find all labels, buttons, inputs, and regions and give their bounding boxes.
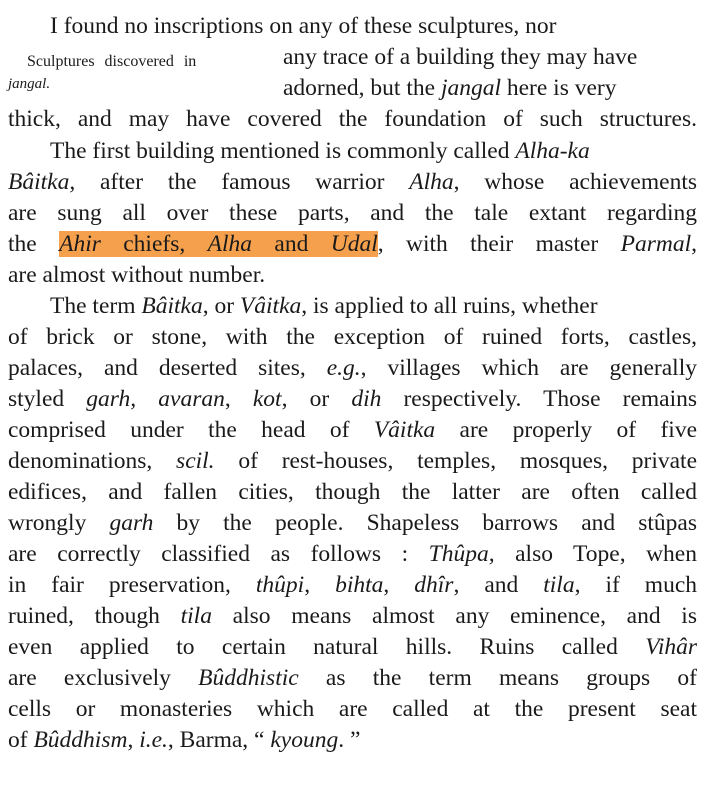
text-segment: , villages which are generally (360, 355, 697, 381)
italic-text: Vâitka (373, 417, 436, 443)
italic-text: garh, avaran (86, 386, 225, 412)
text-segment: . ” (338, 727, 361, 753)
text-segment: adorned, but the (283, 75, 441, 101)
italic-text: Parmal (620, 231, 692, 257)
text-segment: ruined, though (8, 603, 181, 629)
text-segment: are properly of five (435, 417, 697, 443)
text-segment: are correctly classified as follows : (8, 541, 429, 567)
italic-text: Bûddhism (33, 727, 128, 753)
text-segment: in fair preservation, (8, 572, 256, 598)
text-line (8, 385, 697, 413)
italic-text: dhîr (414, 572, 454, 598)
text-line (8, 695, 697, 723)
italic-text: bihta (335, 572, 384, 598)
text-segment: of rest-houses, temples, mosques, private (214, 448, 698, 474)
italic-text: tila (543, 572, 575, 598)
text-segment: edifices, and fallen cities, though the latter are often called (8, 479, 697, 505)
text-line (8, 602, 697, 630)
text-line (8, 230, 697, 258)
text-line (8, 354, 697, 382)
text-line (283, 74, 697, 102)
highlighted-text: Alha (207, 231, 253, 257)
text-segment: , (691, 231, 697, 257)
text-segment: by the people. Shapeless barrows and stûpas (153, 510, 697, 536)
italic-text: Vihâr (645, 634, 697, 660)
text-line (8, 478, 697, 506)
text-line (8, 105, 697, 133)
text-segment: are exclusively (8, 665, 199, 691)
text-line (8, 664, 697, 692)
text-segment: , and (453, 572, 544, 598)
text-line (8, 726, 697, 754)
text-segment: also Tope, when (494, 541, 697, 567)
italic-text: garh (109, 510, 154, 536)
italic-text: Bâitka, (8, 169, 76, 195)
text-line (50, 292, 697, 320)
highlighted-text: Ahir (59, 231, 101, 257)
text-segment: , if much (574, 572, 698, 598)
text-line (8, 540, 697, 568)
text-segment: comprised under the head of (8, 417, 374, 443)
italic-text: Bâitka (141, 293, 203, 319)
text-segment: after the famous warrior (75, 169, 410, 195)
text-segment: the (8, 231, 60, 257)
text-segment: , is applied to all ruins, whether (301, 293, 598, 319)
text-segment: styled (8, 386, 87, 412)
text-line (8, 323, 697, 351)
text-segment: , (127, 727, 140, 753)
text-segment: The first building mentioned is commonly called (50, 138, 516, 164)
text-segment: respectively. Those remains (381, 386, 698, 412)
italic-text: Vâitka (239, 293, 302, 319)
text-segment: are almost without number. (8, 262, 266, 288)
text-segment: here is very (501, 75, 617, 101)
text-segment: , (383, 572, 415, 598)
text-line (50, 137, 697, 165)
text-segment: , (304, 572, 336, 598)
italic-text: Alha (409, 169, 454, 195)
text-line (8, 199, 697, 227)
text-segment: as the term means groups of (298, 665, 697, 691)
text-segment: wrongly (8, 510, 110, 536)
text-line (8, 416, 697, 444)
italic-text: e.g. (326, 355, 361, 381)
text-line (8, 509, 697, 537)
text-line (283, 43, 697, 71)
text-segment: , with their master (377, 231, 621, 257)
text-segment: , or (202, 293, 240, 319)
text-segment: The term (50, 293, 142, 319)
text-segment: I found no inscriptions on any of these sculptures, nor (50, 13, 557, 39)
text-segment: , (224, 386, 253, 412)
italic-text: kot (252, 386, 282, 412)
text-line (8, 168, 697, 196)
text-segment: are sung all over these parts, and the tale extant regarding (8, 200, 697, 226)
text-segment: also means almost any eminence, and is (211, 603, 697, 629)
italic-text: Bûddhistic (198, 665, 299, 691)
italic-text: scil. (176, 448, 215, 474)
marginal-note-line-1: Sculptures discovered in (27, 53, 197, 70)
text-line (50, 12, 697, 40)
marginal-note-line-2: jangal. (8, 76, 51, 92)
text-line (8, 571, 697, 599)
text-segment: of (8, 727, 34, 753)
text-segment: cells or monasteries which are called at the present seat (8, 696, 697, 722)
italic-text: thûpi (255, 572, 305, 598)
text-segment: denominations, (8, 448, 177, 474)
italic-text: Thûpa, (428, 541, 495, 567)
highlighted-text: Udal (330, 231, 378, 257)
text-segment: thick, and may have covered the foundation of such structures. (8, 106, 697, 132)
italic-text: kyoung (270, 727, 339, 753)
italic-text: i.e. (139, 727, 168, 753)
italic-text: Alha-ka (515, 138, 590, 164)
text-segment: palaces, and deserted sites, (8, 355, 327, 381)
italic-text: jangal (440, 75, 501, 101)
text-segment: any trace of a building they may have (283, 44, 638, 70)
text-line (8, 261, 697, 289)
highlighted-text: chiefs, (100, 231, 208, 257)
text-segment: , or (281, 386, 352, 412)
text-segment: of brick or stone, with the exception of ruined forts, castles, (8, 324, 697, 350)
text-segment: , Barma, “ (167, 727, 271, 753)
italic-text: dih (351, 386, 382, 412)
text-segment: even applied to certain natural hills. Ruins called (8, 634, 646, 660)
text-line (8, 447, 697, 475)
highlighted-text: and (252, 231, 331, 257)
italic-text: tila (180, 603, 212, 629)
text-segment: , whose achievements (453, 169, 697, 195)
text-line (8, 633, 697, 661)
